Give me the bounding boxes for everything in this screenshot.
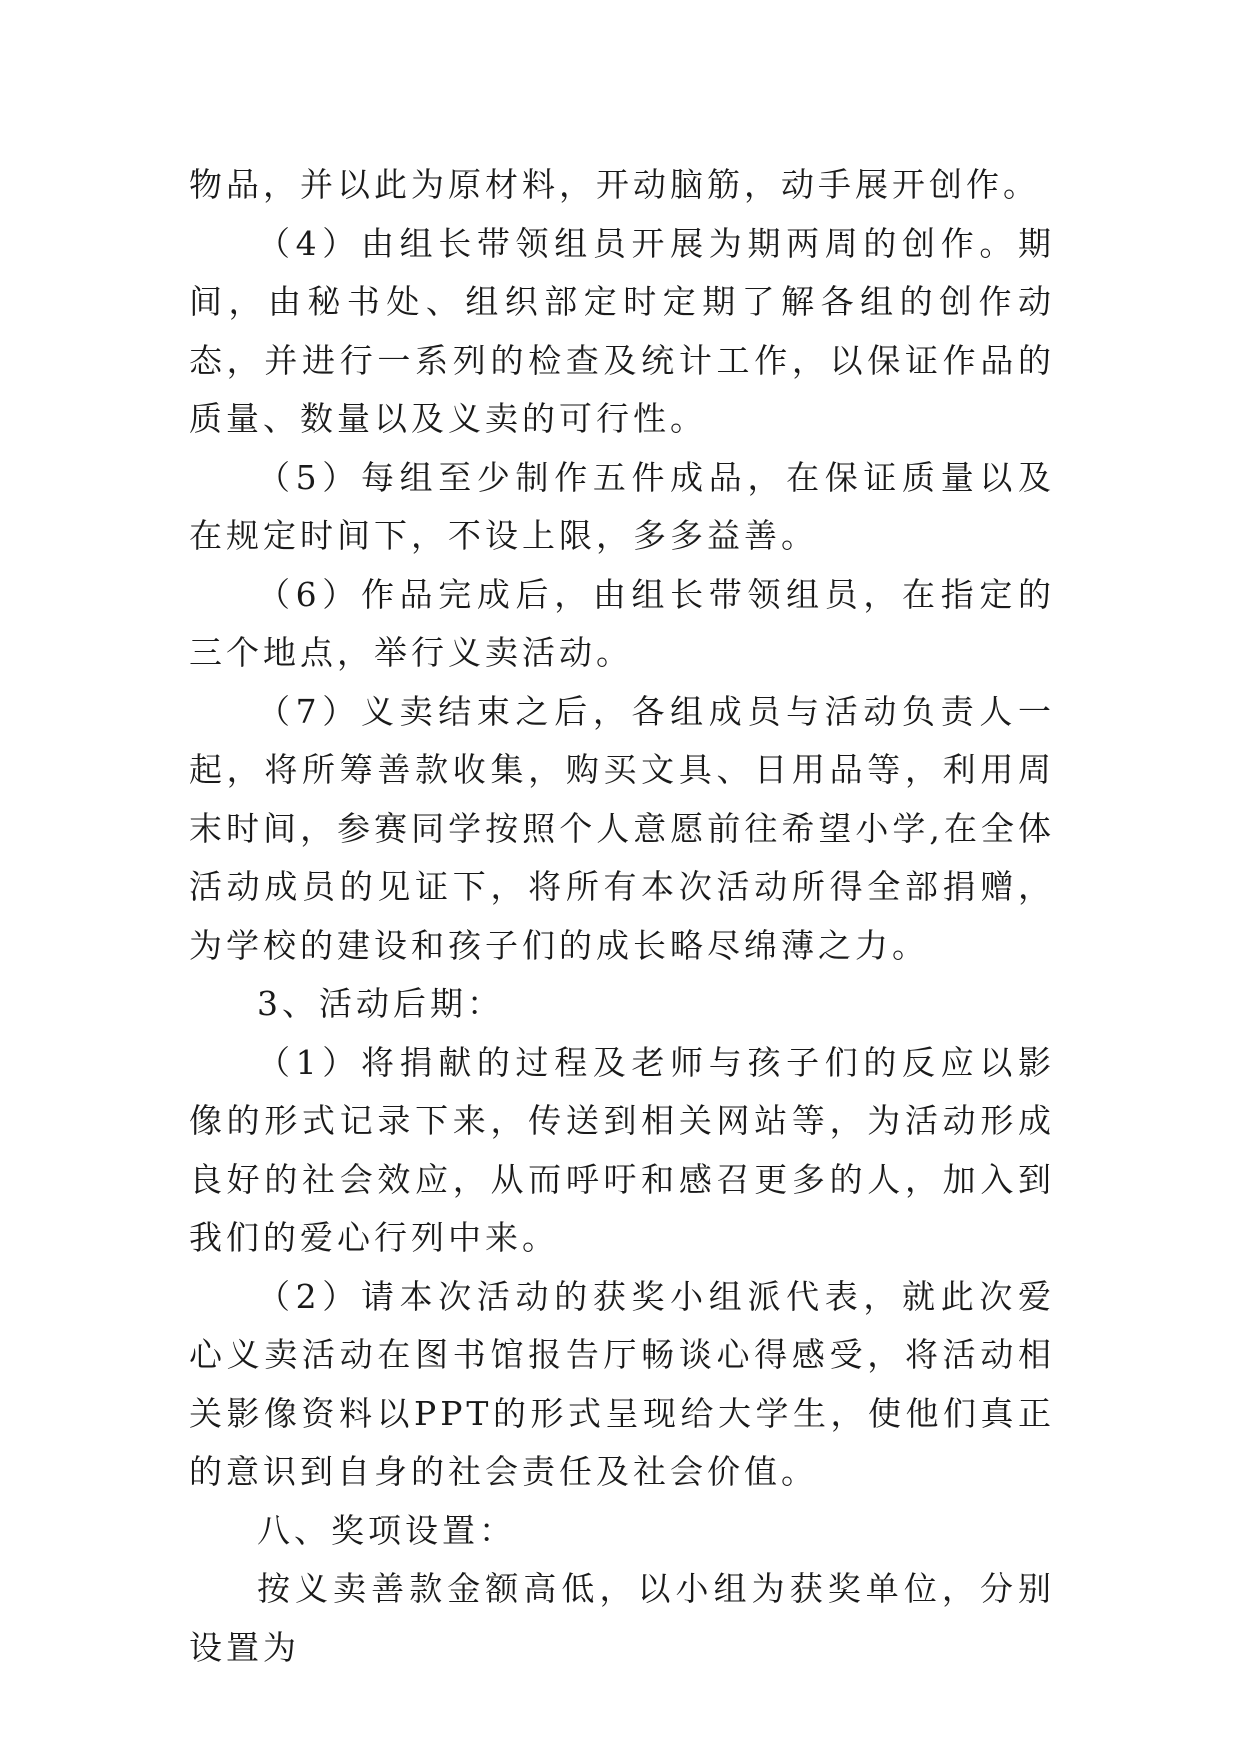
section-heading-3: 3、活动后期：	[257, 984, 504, 1023]
paragraph-8: 按义卖善款金额高低，以小组为获奖单位，分别设置为	[189, 1569, 1055, 1667]
paragraph-5: （7）义卖结束之后，各组成员与活动负责人一起，将所筹善款收集，购买文具、日用品等，利用周末时间，参赛同学按照个人意愿前往希望小学,在全体活动成员的见证下，将所有本次活动所得全部捐赠，为学校的建设和孩子们的成长略尽绵薄之力。	[189, 691, 1055, 965]
document-body	[189, 156, 1055, 1677]
paragraph-7: （2）请本次活动的获奖小组派代表，就此次爱心义卖活动在图书馆报告厅畅谈心得感受，将活动相关影像资料以PPT的形式呈现给大学生，使他们真正的意识到自身的社会责任及社会价值。	[189, 1276, 1055, 1491]
paragraph-6: （1）将捐献的过程及老师与孩子们的反应以影像的形式记录下来，传送到相关网站等，为活动形成良好的社会效应，从而呼吁和感召更多的人，加入到我们的爱心行列中来。	[189, 1042, 1055, 1257]
section-heading-8: 八、奖项设置：	[257, 1510, 516, 1550]
paragraph-4: （6）作品完成后，由组长带领组员，在指定的三个地点，举行义卖活动。	[189, 574, 1055, 672]
paragraph-3: （5）每组至少制作五件成品，在保证质量以及在规定时间下，不设上限，多多益善。	[189, 457, 1055, 555]
paragraph-2: （4）由组长带领组员开展为期两周的创作。期间，由秘书处、组织部定时定期了解各组的创作动态，并进行一系列的检查及统计工作，以保证作品的质量、数量以及义卖的可行性。	[189, 223, 1055, 438]
paragraph-1: 物品，并以此为原材料，开动脑筋，动手展开创作。	[189, 165, 1040, 204]
